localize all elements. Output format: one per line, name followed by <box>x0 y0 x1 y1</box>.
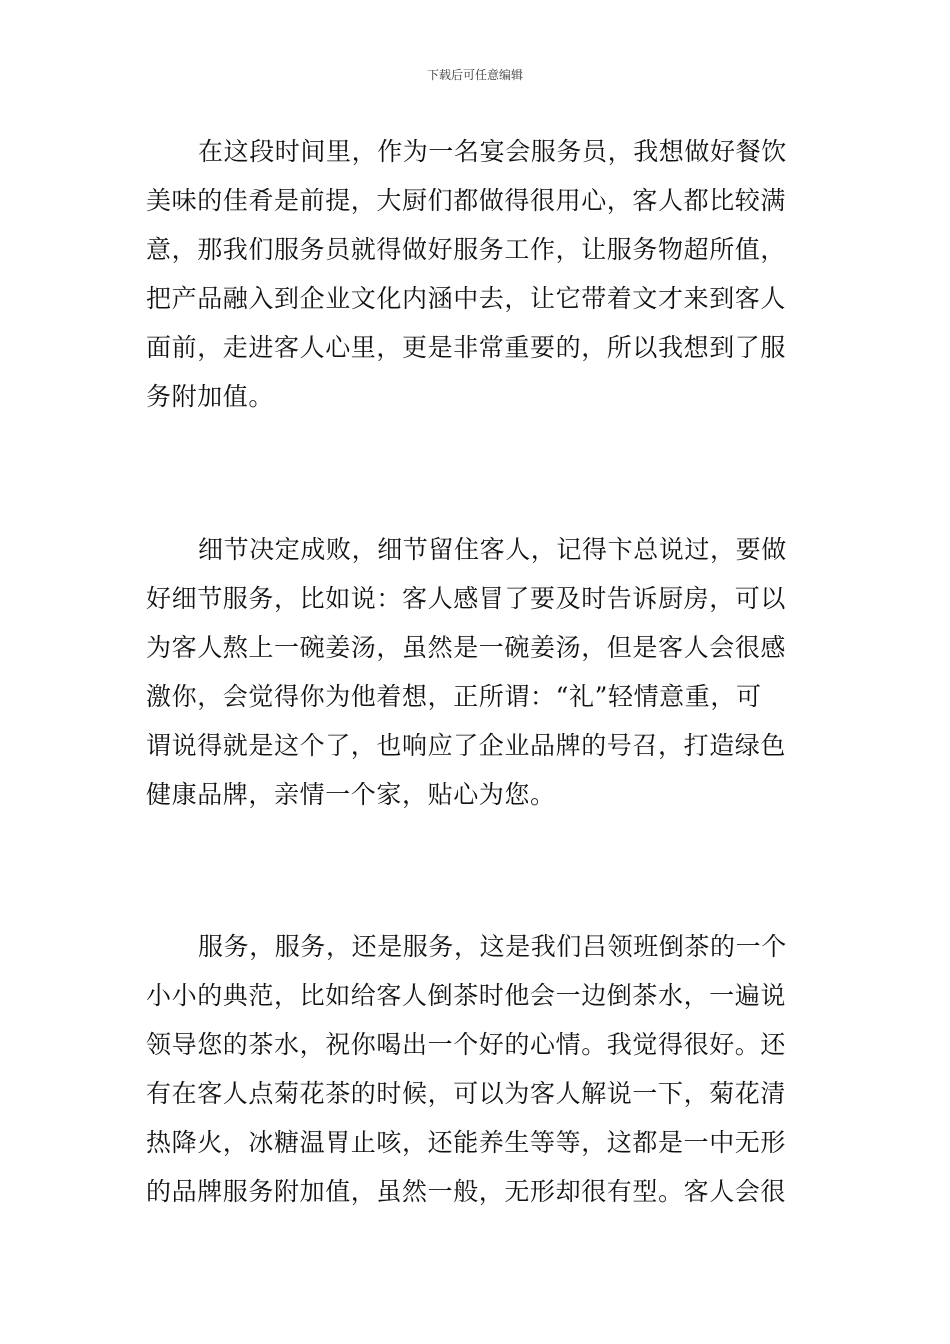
text-line: 的品牌服务附加值，虽然一般，无形却很有型。客人会很 <box>146 1177 787 1206</box>
paragraph <box>146 525 806 819</box>
text-line: 面前，走进客人心里，更是非常重要的，所以我想到了服 <box>146 333 787 362</box>
text-line: 美味的佳肴是前提，大厨们都做得很用心，客人都比较满 <box>146 186 787 215</box>
text-line: 务附加值。 <box>146 382 275 411</box>
text-line: 在这段时间里，作为一名宴会服务员，我想做好餐饮 <box>198 137 787 166</box>
text-line: 意，那我们服务员就得做好服务工作，让服务物超所值， <box>146 235 787 264</box>
text-line: 好细节服务，比如说：客人感冒了要及时告诉厨房，可以 <box>146 584 787 613</box>
text-line: 小小的典范，比如给客人倒茶时他会一边倒茶水，一遍说 <box>146 981 787 1010</box>
text-line: 有在客人点菊花茶的时候，可以为客人解说一下，菊花清 <box>146 1079 787 1108</box>
text-line: 服务，服务，还是服务，这是我们吕领班倒茶的一个 <box>198 932 787 961</box>
page-header: 下载后可任意编辑 <box>426 68 523 82</box>
text-line: 领导您的茶水，祝你喝出一个好的心情。我觉得很好。还 <box>146 1030 787 1059</box>
text-line: 细节决定成败，细节留住客人，记得卞总说过，要做 <box>198 535 787 564</box>
text-line: 谓说得就是这个了，也响应了企业品牌的号召，打造绿色 <box>146 731 787 760</box>
text-line: 激你，会觉得你为他着想，正所谓：“礼”轻情意重，可 <box>146 682 762 711</box>
text-line: 热降火，冰糖温胃止咳，还能养生等等，这都是一中无形 <box>146 1128 787 1157</box>
text-line: 为客人熬上一碗姜汤，虽然是一碗姜汤，但是客人会很感 <box>146 633 787 662</box>
text-line: 健康品牌，亲情一个家，贴心为您。 <box>146 780 556 809</box>
paragraph <box>146 922 806 1216</box>
paragraph <box>146 127 806 421</box>
text-line: 把产品融入到企业文化内涵中去，让它带着文才来到客人 <box>146 284 787 313</box>
